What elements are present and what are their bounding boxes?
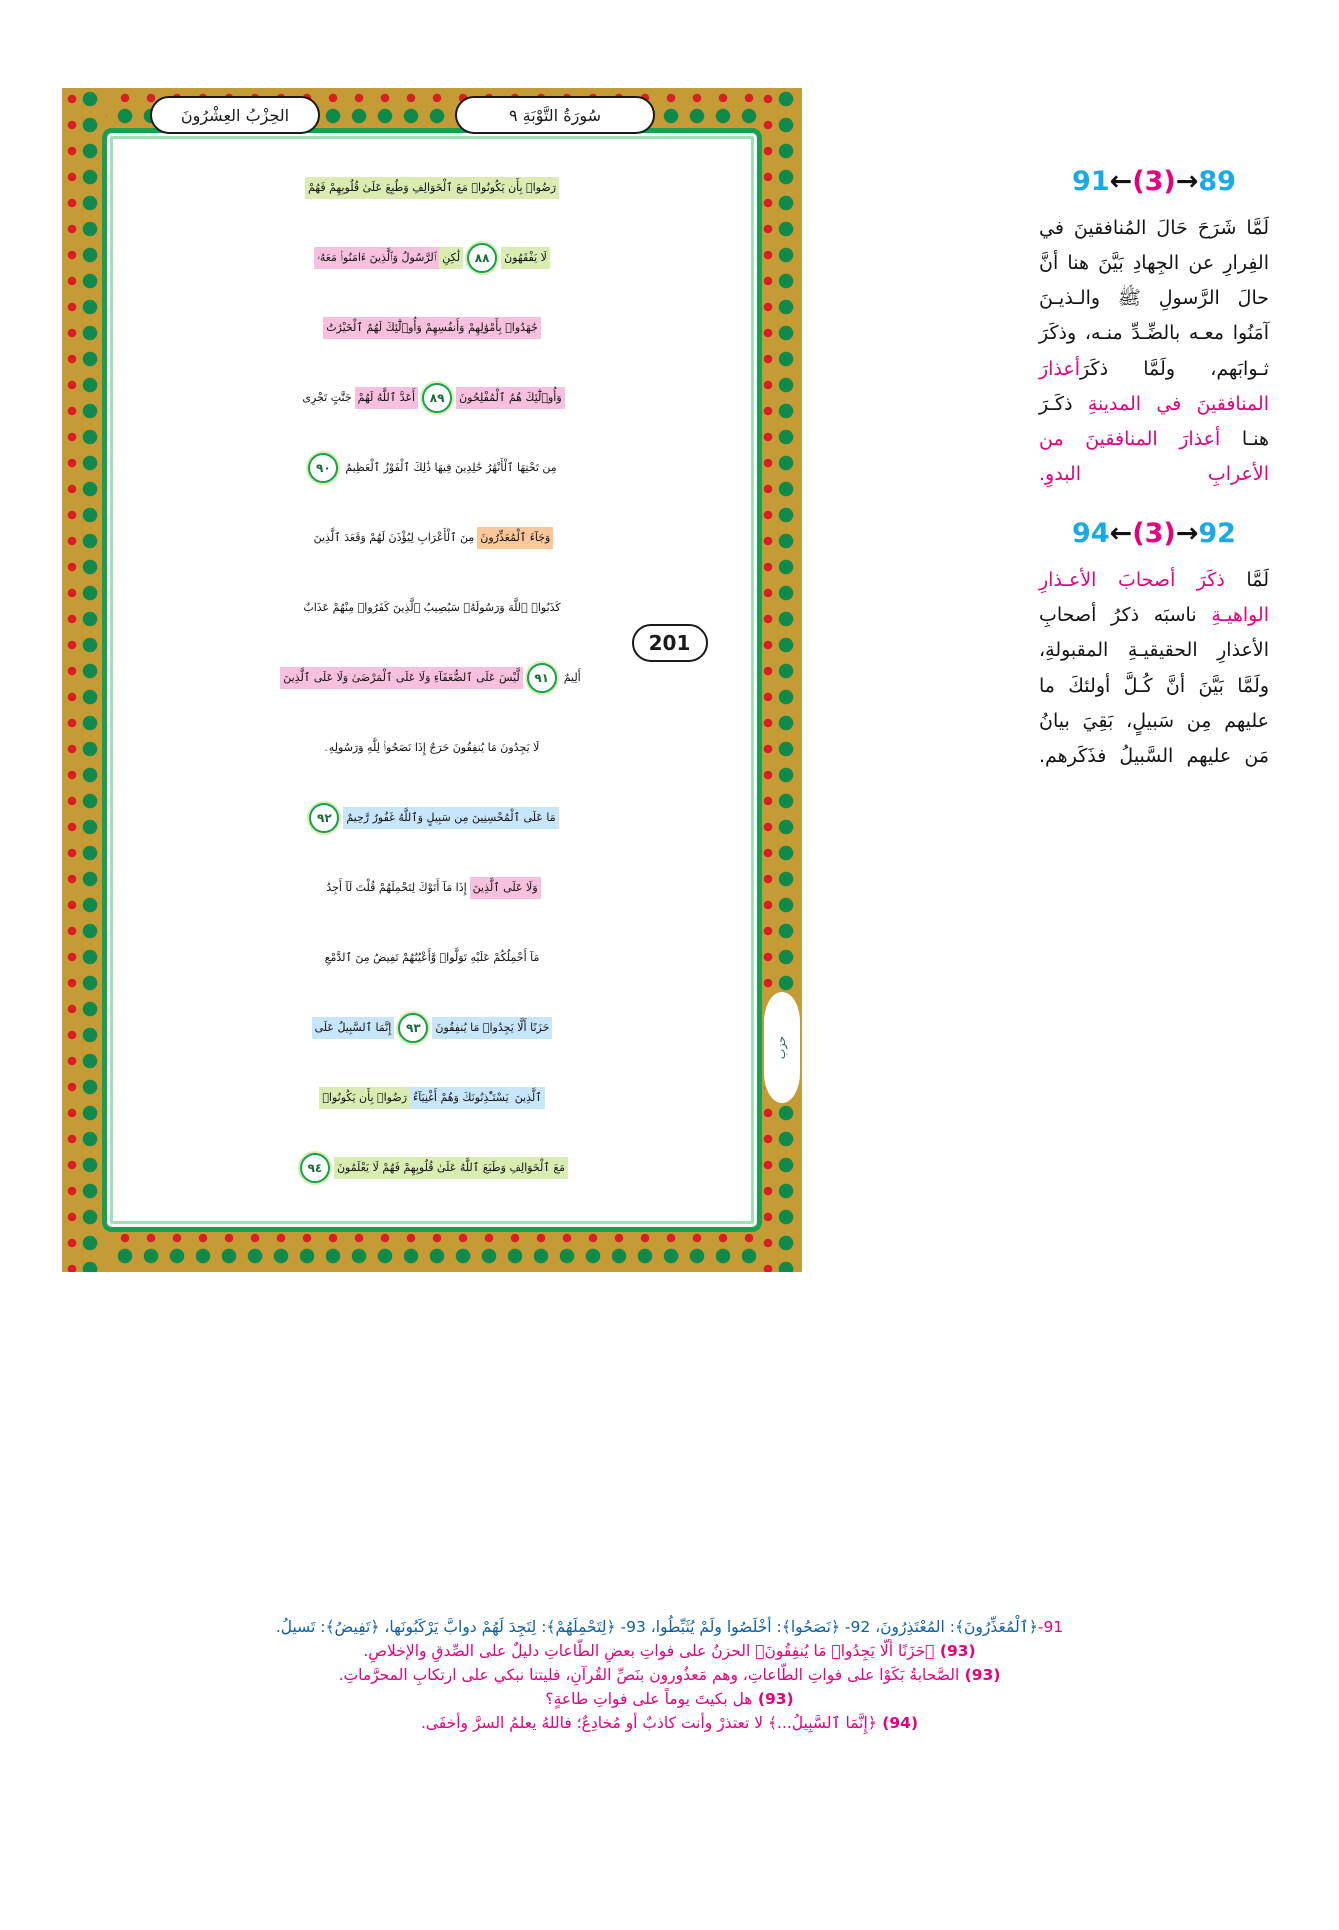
ayah-text-segment: لَا يَفْقَهُونَ bbox=[501, 247, 550, 269]
ayah-text-segment: ٱلرَّسُولُ وَٱلَّذِينَ ءَامَنُوا۟ مَعَهُۥ bbox=[314, 247, 439, 269]
arrow-left-icon: ← bbox=[1109, 518, 1133, 550]
footnote-text: ﴿إِنَّمَا ٱلسَّبِيلُ...﴾ لا تعتذرْ وأنت كاذبٌ أو مُخادِعٌ؛ فاللهُ يعلمُ السرَّ وأخفَى. bbox=[420, 1714, 877, 1733]
ayah-end-marker: ٩٣ bbox=[398, 1013, 428, 1043]
footnote-note bbox=[60, 1711, 1279, 1735]
ayah-line bbox=[116, 784, 748, 852]
ayah-text-segment: مِن تَحْتِهَا ٱلْأَنْهَٰرُ خَٰلِدِينَ فِيهَا ذَٰلِكَ ٱلْفَوْزُ ٱلْعَظِيمُ bbox=[345, 461, 557, 475]
ayah-line bbox=[116, 994, 748, 1062]
ayah-text-segment: حَزَنًا أَلَّا يَجِدُوا۟ مَا يُنفِقُونَ bbox=[432, 1017, 552, 1039]
commentary-text: ناسبَه ذكرُ أصحابِ الأعذارِ الحقيقيـةِ المقبولةِ، ولَمَّا بَيَّنَ أنَّ كُـلَّ أولئكَ ما عليهم مِن سَبيلٍ، بَقِيَ بيانُ مَن عليهم السَّبيلُ فذَكَرهم. bbox=[1039, 604, 1269, 767]
surah-name-label: سُورَةُ التَّوْبَةِ ٩ bbox=[509, 105, 601, 125]
ayah-text-segment: مَعَ ٱلْخَوَالِفِ وَطَبَعَ ٱللَّهُ عَلَىٰ قُلُوبِهِمْ فَهُمْ لَا يَعْلَمُونَ bbox=[334, 1157, 568, 1179]
footnote-text: هل بكيتَ يوماً على فواتِ طاعةٍ؟ bbox=[545, 1690, 753, 1709]
ayah-text-segment: ٱلَّذِينَ bbox=[512, 1087, 545, 1109]
footnote-note bbox=[60, 1639, 1279, 1663]
hizb-marker-label: حزب bbox=[775, 1035, 789, 1060]
ayah-text-segment: وَلَا عَلَى ٱلَّذِينَ bbox=[470, 877, 541, 899]
footnote-verse-number: (93) bbox=[959, 1666, 1001, 1685]
page-number-cartouche bbox=[632, 624, 708, 662]
ayah-end-marker: ٩٠ bbox=[308, 453, 338, 483]
commentary-text: لَمَّا شَرَحَ حَالَ المُنافقينَ في الفِرارِ عن الجِهادِ بَيَّنَ هنا أنَّ حالَ الرَّسولِ ﷺ والـذيـنَ آمَنُوا معـه بالضِّـدِّ منـه، وذكَرَ ثـوابَهم، ولَمَّا ذكَرَ bbox=[1039, 217, 1269, 380]
frame-border-bottom bbox=[62, 1228, 802, 1272]
footnotes-section bbox=[60, 1615, 1279, 1735]
ayah-text-segment: رَضُوا۟ بِأَن يَكُونُوا۟ bbox=[319, 1087, 410, 1109]
ayah-line bbox=[116, 224, 748, 292]
verse-range-count: ) bbox=[1163, 518, 1176, 550]
verse-range-count-value: 3 bbox=[1144, 518, 1164, 550]
commentary-highlight-text: أعذارَ المنافقينَ في المدينةِ bbox=[1039, 357, 1269, 415]
ayah-text-segment: كَذَبُوا۟ ٱللَّهَ وَرَسُولَهُۥ سَيُصِيبُ ٱلَّذِينَ كَفَرُوا۟ مِنْهُمْ عَذَابٌ bbox=[303, 601, 561, 615]
ayah-line bbox=[116, 294, 748, 362]
hizb-label: الحِزْبُ العِشْرُونَ bbox=[180, 105, 290, 125]
verse-range-from: 89 bbox=[1198, 166, 1236, 197]
ayah-text-segment: إِنَّمَا ٱلسَّبِيلُ عَلَى bbox=[312, 1017, 395, 1039]
ayah-end-marker: ٨٨ bbox=[467, 243, 497, 273]
ayah-line bbox=[116, 154, 748, 222]
quran-text-body bbox=[108, 140, 756, 1230]
verse-range-header bbox=[1039, 166, 1269, 197]
footnote-text: ﴿حَزَنًا أَلَّا يَجِدُوا۟ مَا يُنفِقُونَ﴾ الحزنُ على فواتِ بعضِ الطَّاعاتِ دليلٌ على الصِّدقِ والإخلاصِ. bbox=[363, 1642, 935, 1661]
ayah-end-marker: ٩٢ bbox=[309, 803, 339, 833]
hizb-side-marker-icon bbox=[762, 990, 802, 1105]
page-number-label: 201 bbox=[648, 631, 691, 655]
ayah-line bbox=[116, 854, 748, 922]
ayah-text-segment: مَآ أَحْمِلُكُمْ عَلَيْهِ تَوَلَّوا۟ وَّأَعْيُنُهُمْ تَفِيضُ مِنَ ٱلدَّمْعِ bbox=[324, 951, 540, 965]
verse-range-to: 94 bbox=[1072, 518, 1110, 550]
commentary-paragraph bbox=[1039, 563, 1269, 774]
arrow-left-icon: ← bbox=[1109, 166, 1133, 197]
verse-range-count: ( bbox=[1132, 166, 1145, 197]
commentary-highlight-text: ذكَرَ أصحابَ الأعـذارِ الواهيـةِ bbox=[1039, 569, 1269, 627]
ayah-text-segment: جَٰهَدُوا۟ بِأَمْوَٰلِهِمْ وَأَنفُسِهِمْ وَأُو۟لَٰٓئِكَ لَهُمُ ٱلْخَيْرَٰتُ bbox=[323, 317, 541, 339]
ayah-text-segment: وَأُو۟لَٰٓئِكَ هُمُ ٱلْمُفْلِحُونَ bbox=[456, 387, 565, 409]
ayah-end-marker: ٩١ bbox=[527, 663, 557, 693]
surah-name-cartouche bbox=[455, 96, 655, 134]
footnote-word-meanings bbox=[60, 1615, 1279, 1639]
ayah-line bbox=[116, 714, 748, 782]
footnote-meaning-text: ﴿ٱلْمُعَذِّرُونَ﴾: المُعْتَذِرُونَ، 92- ﴿نَصَحُوا﴾: أخْلَصُوا ولَمْ يُثَبِّطُوا، 93- ﴿لِتَحْمِلَهُمْ﴾: لِتَجِدَ لَهُمْ دوابَّ يَرْكَبُونَها، ﴿تَفِيضُ﴾: تَسيلُ. bbox=[275, 1618, 1038, 1636]
ayah-text-segment: لَّيْسَ عَلَى ٱلضُّعَفَآءِ وَلَا عَلَى ٱلْمَرْضَىٰ وَلَا عَلَى ٱلَّذِينَ bbox=[280, 667, 522, 689]
footnote-note bbox=[60, 1663, 1279, 1687]
commentary-column bbox=[1039, 160, 1269, 776]
ayah-text-segment: جَنَّٰتٍ تَجْرِى bbox=[302, 391, 352, 405]
ayah-line bbox=[116, 364, 748, 432]
ayah-text-segment: وَجَآءَ ٱلْمُعَذِّرُونَ bbox=[477, 527, 553, 549]
ayah-line bbox=[116, 504, 748, 572]
commentary-paragraph bbox=[1039, 211, 1269, 492]
arrow-right-icon: → bbox=[1175, 518, 1199, 550]
footnote-verse-number: (93) bbox=[934, 1642, 976, 1661]
verse-range-count: ) bbox=[1163, 166, 1176, 197]
ayah-text-segment: لَٰكِنِ bbox=[439, 247, 463, 269]
verse-range-header bbox=[1039, 518, 1269, 549]
verse-range-from: 92 bbox=[1198, 518, 1236, 550]
verse-range-count: ( bbox=[1132, 518, 1145, 550]
ayah-text-segment: مِنَ ٱلْأَعْرَابِ لِيُؤْذَنَ لَهُمْ وَقَعَدَ ٱلَّذِينَ bbox=[313, 531, 475, 545]
ayah-text-segment: إِذَا مَآ أَتَوْكَ لِتَحْمِلَهُمْ قُلْتَ لَآ أَجِدُ bbox=[326, 881, 467, 895]
commentary-highlight-text: أعذارَ المنافقينَ من الأعرابِ البدوِ. bbox=[1039, 427, 1269, 485]
ayah-text-segment: أَلِيمٌ bbox=[563, 671, 581, 685]
footnote-note bbox=[60, 1687, 1279, 1711]
verse-range-to: 91 bbox=[1072, 166, 1110, 197]
commentary-text: ذكَـرَ هنـا bbox=[1039, 392, 1269, 450]
ayah-text-segment: رَضُوا۟ بِأَن يَكُونُوا۟ مَعَ ٱلْخَوَالِفِ وَطُبِعَ عَلَىٰ قُلُوبِهِمْ فَهُمْ bbox=[305, 177, 559, 199]
ayah-line bbox=[116, 924, 748, 992]
footnote-verse-number: (94) bbox=[876, 1714, 919, 1733]
ayah-text-segment: لَا يَجِدُونَ مَا يُنفِقُونَ حَرَجٌ إِذَا نَصَحُوا۟ لِلَّهِ وَرَسُولِهِۦ bbox=[324, 741, 540, 755]
commentary-text: لَمَّا bbox=[1224, 569, 1269, 592]
frame-border-left bbox=[62, 88, 106, 1272]
footnote-text: الصَّحابةُ بَكَوْا على فواتِ الطَّاعاتِ، وهم مَعذُورون بنَصِّ القُرآنِ، فليتنا نبكي على ارتكابِ المحرَّماتِ. bbox=[338, 1666, 960, 1685]
ayah-end-marker: ٩٤ bbox=[300, 1153, 330, 1183]
hizb-label-cartouche bbox=[150, 96, 320, 134]
ayah-text-segment: يَسْتَـْٔذِنُونَكَ وَهُمْ أَغْنِيَآءُ bbox=[410, 1087, 512, 1109]
arrow-right-icon: → bbox=[1175, 166, 1199, 197]
ayah-line bbox=[116, 1134, 748, 1202]
commentary-block bbox=[1039, 166, 1269, 492]
footnote-verse-number: (93) bbox=[752, 1690, 794, 1709]
footnote-verse-number: 91- bbox=[1037, 1618, 1064, 1636]
ayah-line bbox=[116, 434, 748, 502]
ayah-line bbox=[116, 1064, 748, 1132]
commentary-block bbox=[1039, 518, 1269, 774]
verse-range-count-value: 3 bbox=[1144, 166, 1164, 197]
ayah-end-marker: ٨٩ bbox=[422, 383, 452, 413]
ayah-text-segment: مَا عَلَى ٱلْمُحْسِنِينَ مِن سَبِيلٍ وَٱللَّهُ غَفُورٌ رَّحِيمٌ bbox=[343, 807, 558, 829]
ayah-text-segment: أَعَدَّ ٱللَّهُ لَهُمْ bbox=[355, 387, 418, 409]
